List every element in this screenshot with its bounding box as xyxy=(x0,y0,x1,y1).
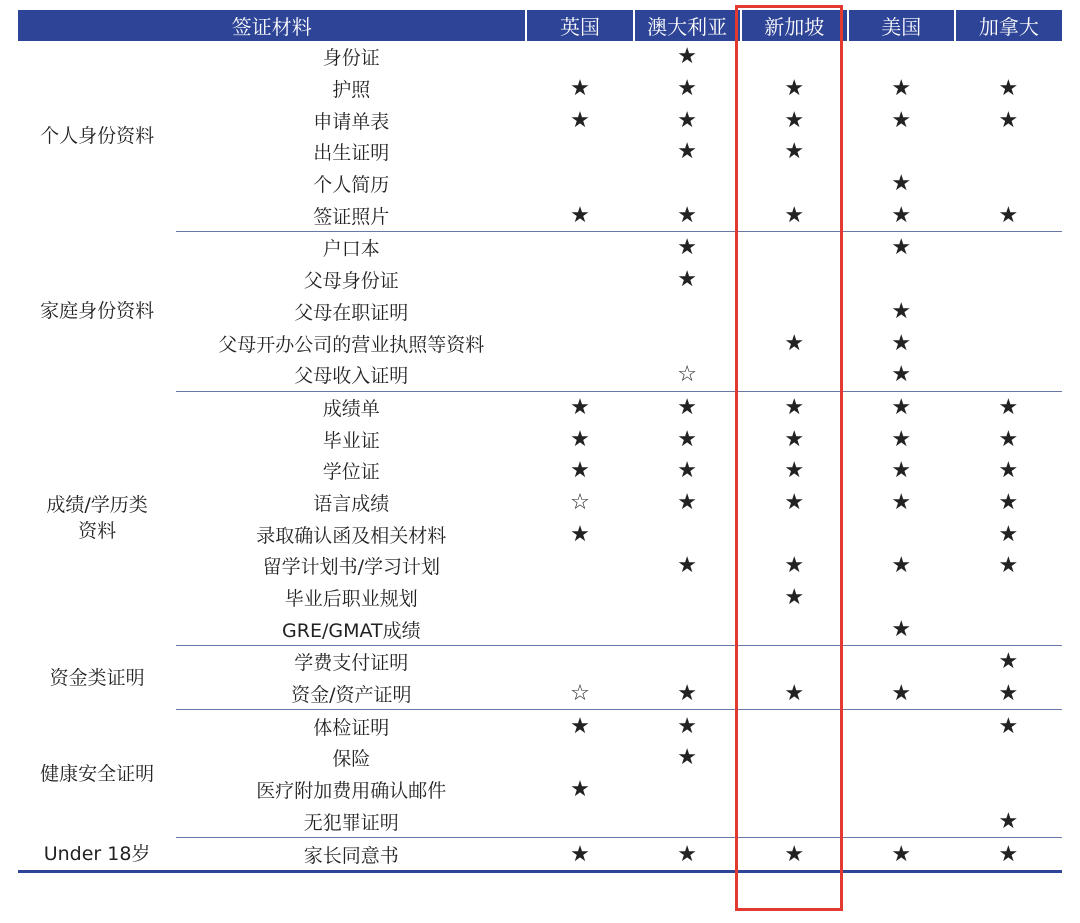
header-country-usa: 美国 xyxy=(848,10,955,41)
requirement-mark: ★ xyxy=(741,199,848,231)
material-item: 毕业后职业规划 xyxy=(284,588,418,611)
requirement-mark xyxy=(848,582,955,614)
requirement-mark xyxy=(634,646,741,678)
requirement-mark: ★ xyxy=(891,171,912,197)
requirement-mark: ★ xyxy=(570,521,590,547)
table-row xyxy=(18,710,1062,742)
requirement-mark: ★ xyxy=(677,235,697,261)
requirement-mark: ★ xyxy=(677,394,697,420)
requirement-mark xyxy=(741,742,848,774)
requirement-mark: ★ xyxy=(677,745,697,771)
requirement-mark: ★ xyxy=(955,838,1062,872)
requirement-mark xyxy=(526,296,633,328)
requirement-mark: ★ xyxy=(891,298,912,324)
requirement-mark: ☆ xyxy=(526,678,633,710)
requirement-mark xyxy=(848,264,955,296)
requirement-mark: ★ xyxy=(998,426,1019,452)
requirement-mark xyxy=(526,806,633,838)
requirement-mark xyxy=(634,774,741,806)
requirement-mark: ★ xyxy=(848,838,955,872)
header-country-australia: 澳大利亚 xyxy=(634,10,741,41)
requirement-mark xyxy=(526,264,633,296)
header-country-singapore: 新加坡 xyxy=(741,10,848,41)
requirement-mark: ★ xyxy=(848,613,955,645)
requirement-mark xyxy=(955,41,1062,73)
requirement-mark: ★ xyxy=(784,394,805,420)
requirement-mark: ★ xyxy=(955,806,1062,838)
requirement-mark: ★ xyxy=(998,489,1019,515)
requirement-mark: ★ xyxy=(634,838,741,872)
requirement-mark xyxy=(848,742,955,774)
requirement-mark: ★ xyxy=(784,426,805,452)
material-item: 资金/资产证明 xyxy=(176,678,526,710)
requirement-mark: ★ xyxy=(998,521,1019,547)
requirement-mark: ★ xyxy=(998,553,1019,579)
requirement-mark xyxy=(526,582,633,614)
requirement-mark xyxy=(741,710,848,742)
material-item: 录取确认函及相关材料 xyxy=(256,524,447,547)
requirement-mark: ★ xyxy=(784,585,805,611)
material-item: 个人简历 xyxy=(313,174,390,197)
requirement-mark xyxy=(955,232,1062,264)
requirement-mark: ★ xyxy=(741,838,848,872)
requirement-mark: ★ xyxy=(677,139,697,165)
requirement-mark: ★ xyxy=(677,267,697,293)
material-item: 父母收入证明 xyxy=(176,359,526,391)
requirement-mark xyxy=(741,264,848,296)
requirement-mark: ★ xyxy=(677,426,697,452)
material-item: 医疗附加费用确认邮件 xyxy=(256,780,447,803)
material-item: 毕业证 xyxy=(322,429,380,452)
requirement-mark: ★ xyxy=(891,235,912,261)
requirement-mark xyxy=(634,327,741,359)
requirement-mark: ★ xyxy=(891,553,912,579)
requirement-mark: ☆ xyxy=(634,359,741,391)
category-cell: 个人身份资料 xyxy=(40,125,155,148)
requirement-mark xyxy=(955,168,1062,200)
requirement-mark xyxy=(741,168,848,200)
requirement-mark: ★ xyxy=(526,838,633,872)
requirement-mark xyxy=(526,327,633,359)
requirement-mark: ★ xyxy=(891,107,912,133)
requirement-mark: ★ xyxy=(677,76,697,102)
requirement-mark: ★ xyxy=(677,489,697,515)
requirement-mark xyxy=(526,359,633,391)
requirement-mark xyxy=(955,264,1062,296)
requirement-mark xyxy=(741,646,848,678)
requirement-mark: ★ xyxy=(955,678,1062,710)
table-row xyxy=(18,232,1062,264)
requirement-mark xyxy=(634,613,741,645)
requirement-mark: ★ xyxy=(955,199,1062,231)
requirement-mark xyxy=(741,518,848,550)
requirement-mark xyxy=(526,41,633,73)
requirement-mark xyxy=(526,168,633,200)
requirement-mark xyxy=(955,613,1062,645)
material-item: 父母身份证 xyxy=(303,270,399,293)
requirement-mark: ★ xyxy=(891,458,912,484)
requirement-mark xyxy=(634,518,741,550)
material-item: 无犯罪证明 xyxy=(176,806,526,838)
requirement-mark xyxy=(526,613,633,645)
category-cell: 资金类证明 xyxy=(49,666,145,689)
requirement-mark xyxy=(848,774,955,806)
requirement-mark xyxy=(634,168,741,200)
requirement-mark xyxy=(634,582,741,614)
requirement-mark: ★ xyxy=(891,394,912,420)
requirement-mark xyxy=(741,613,848,645)
requirement-mark xyxy=(848,136,955,168)
requirement-mark xyxy=(955,296,1062,328)
requirement-mark: ★ xyxy=(848,359,955,391)
requirement-mark xyxy=(955,359,1062,391)
requirement-mark xyxy=(848,710,955,742)
requirement-mark xyxy=(955,742,1062,774)
requirement-mark xyxy=(955,136,1062,168)
table-row xyxy=(18,391,1062,423)
material-item: 学位证 xyxy=(322,461,380,484)
header-country-canada: 加拿大 xyxy=(955,10,1062,41)
requirement-mark: ★ xyxy=(998,107,1019,133)
requirement-mark xyxy=(741,359,848,391)
category-cell: 家庭身份资料 xyxy=(40,300,155,323)
requirement-mark: ★ xyxy=(784,458,805,484)
material-item: 签证照片 xyxy=(176,199,526,231)
requirement-mark: ★ xyxy=(784,107,805,133)
requirement-mark: ★ xyxy=(677,44,697,70)
requirement-mark: ★ xyxy=(784,489,805,515)
requirement-mark xyxy=(526,742,633,774)
requirement-mark: ★ xyxy=(526,199,633,231)
requirement-mark: ★ xyxy=(570,713,590,739)
requirement-mark: ★ xyxy=(677,713,697,739)
requirement-mark: ★ xyxy=(998,649,1019,675)
requirement-mark: ★ xyxy=(784,139,805,165)
requirement-mark xyxy=(741,806,848,838)
visa-materials-table xyxy=(18,10,1062,873)
table-row xyxy=(18,646,1062,678)
requirement-mark xyxy=(526,232,633,264)
requirement-mark: ★ xyxy=(848,678,955,710)
requirement-mark: ☆ xyxy=(570,489,590,515)
requirement-mark xyxy=(848,41,955,73)
category-cell: 健康安全证明 xyxy=(40,762,155,785)
requirement-mark: ★ xyxy=(741,678,848,710)
header-materials: 签证材料 xyxy=(18,10,526,41)
requirement-mark xyxy=(526,136,633,168)
material-item: 保险 xyxy=(332,748,371,771)
requirement-mark: ★ xyxy=(784,553,805,579)
material-item: 申请单表 xyxy=(313,110,390,133)
requirement-mark: ★ xyxy=(570,76,590,102)
requirement-mark xyxy=(955,582,1062,614)
requirement-mark: ★ xyxy=(677,553,697,579)
requirement-mark xyxy=(526,646,633,678)
requirement-mark: ★ xyxy=(998,713,1019,739)
requirement-mark: ★ xyxy=(634,199,741,231)
requirement-mark xyxy=(741,41,848,73)
requirement-mark: ★ xyxy=(677,458,697,484)
material-item: 学费支付证明 xyxy=(294,652,409,675)
category-cell: Under 18岁 xyxy=(18,838,176,872)
header-country-uk: 英国 xyxy=(526,10,633,41)
requirement-mark xyxy=(848,646,955,678)
requirement-mark: ★ xyxy=(570,426,590,452)
material-item: 父母在职证明 xyxy=(294,301,409,324)
material-item: 出生证明 xyxy=(313,142,390,165)
material-item: 留学计划书/学习计划 xyxy=(262,556,440,579)
material-item: GRE/GMAT成绩 xyxy=(176,613,526,645)
requirement-mark: ★ xyxy=(891,76,912,102)
requirement-mark: ★ xyxy=(634,678,741,710)
material-item: 语言成绩 xyxy=(313,492,390,515)
material-item: 身份证 xyxy=(322,47,380,70)
requirement-mark: ★ xyxy=(998,394,1019,420)
table-body xyxy=(18,41,1062,871)
requirement-mark xyxy=(741,296,848,328)
requirement-mark: ★ xyxy=(848,199,955,231)
material-item: 成绩单 xyxy=(322,397,380,420)
material-item: 护照 xyxy=(332,79,371,102)
table-header-row xyxy=(18,10,1062,41)
requirement-mark xyxy=(848,806,955,838)
material-item: 体检证明 xyxy=(313,716,390,739)
material-item: 户口本 xyxy=(322,238,380,261)
requirement-mark xyxy=(526,550,633,582)
material-item: 家长同意书 xyxy=(176,838,526,872)
requirement-mark: ★ xyxy=(891,330,912,356)
table-row xyxy=(18,838,1062,872)
requirement-mark: ★ xyxy=(891,489,912,515)
requirement-mark: ★ xyxy=(570,394,590,420)
requirement-mark: ★ xyxy=(570,458,590,484)
requirement-mark: ★ xyxy=(677,107,697,133)
requirement-mark: ★ xyxy=(891,426,912,452)
requirement-mark xyxy=(741,232,848,264)
requirement-mark xyxy=(955,774,1062,806)
requirement-mark xyxy=(955,327,1062,359)
table-row xyxy=(18,41,1062,73)
requirement-mark: ★ xyxy=(998,76,1019,102)
requirement-mark xyxy=(848,518,955,550)
requirement-mark xyxy=(634,806,741,838)
requirement-mark: ★ xyxy=(784,76,805,102)
requirement-mark: ★ xyxy=(998,458,1019,484)
requirement-mark: ★ xyxy=(570,107,590,133)
requirement-mark: ★ xyxy=(570,777,590,803)
material-item: 父母开办公司的营业执照等资料 xyxy=(218,333,485,356)
requirement-mark: ★ xyxy=(784,330,805,356)
requirement-mark xyxy=(634,296,741,328)
category-cell: 成绩/学历类 资料 xyxy=(46,494,148,543)
requirement-mark xyxy=(741,774,848,806)
